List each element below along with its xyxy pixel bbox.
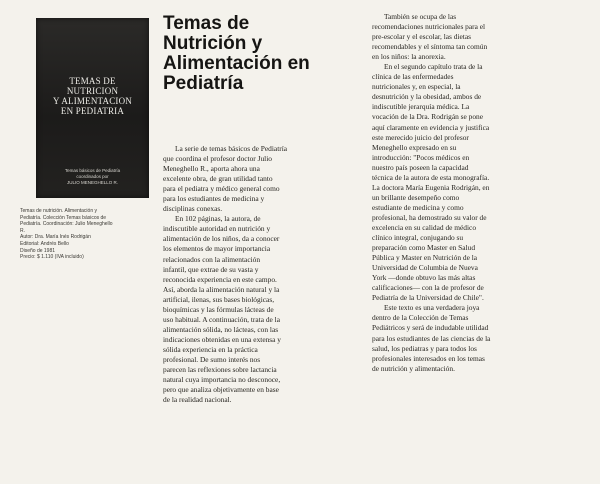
text-line: clínico integral, conjugando su (372, 233, 464, 243)
text-line: La doctora María Eugenia Rodrigán, en (372, 182, 490, 192)
text-line: Pediátricos y será de indudable utilidad (372, 323, 489, 333)
text-line: clínica de las enfermedades (372, 72, 454, 82)
cover-title-line: TEMAS DE (69, 76, 116, 86)
text-line: los elementos de mayor importancia (163, 244, 271, 254)
text-line: nuestro país poseen la capacidad (372, 162, 469, 172)
headline-line: Temas de (163, 13, 250, 34)
caption-line: Diseño de 1981 (20, 247, 56, 254)
cover-title-line: EN PEDIATRIA (60, 106, 125, 116)
text-line: Universidad de Columbia de Nueva (372, 263, 478, 273)
caption-line: Precio: $ 1.110 (IVA incluido) (20, 254, 84, 261)
text-line: salud, los pediatras y para todos los (372, 343, 477, 353)
text-line: en los niños: la anorexia. (372, 52, 446, 62)
text-line: artificial, ilenas, sus bases biológicas, (163, 294, 275, 304)
text-line: introducción: "Pocos médicos en (372, 152, 470, 162)
cover-subtitle-line: JULIO MENEGHELLO R. (66, 180, 118, 185)
text-line: Este texto es una verdadera joya (384, 303, 480, 313)
cover-subtitle-line: coordinados por (76, 174, 109, 179)
text-line: vocación de la Dra. Rodrigán se pone (372, 112, 484, 122)
text-line: pre-escolar y el escolar, las dietas (372, 32, 472, 42)
caption-line: Temas de nutrición. Alimentación y (20, 208, 97, 214)
text-line: Pediatría de la Universidad de Chile". (372, 293, 484, 303)
caption-line: R. (20, 227, 25, 234)
text-line: que coordina el profesor doctor Julio (163, 154, 272, 164)
text-line: para los estudiantes de medicina y (163, 194, 265, 204)
text-line: bioquímicas y las fórmulas lácteas de (163, 304, 274, 314)
text-line: un brillante desempeño como (372, 192, 460, 202)
text-line: para el pediatra y médico general como (163, 184, 280, 194)
text-line: profesional, ha demostrado su valor de (372, 212, 487, 222)
text-line: desnutrición y la obesidad, ambos de (372, 92, 482, 102)
text-line: este merecido juicio del profesor (372, 132, 469, 142)
text-line: profesional. De sumo interés nos (163, 354, 261, 364)
text-line: Así, aborda la alimentación natural y la (163, 284, 280, 294)
text-line: También se ocupa de las (384, 12, 457, 21)
text-line: de nutrición y alimentación. (372, 363, 455, 373)
text-line: sólida experiencia en la práctica (163, 344, 258, 354)
article-headline (163, 14, 323, 94)
text-line: indiscutible jerarquía médica. La (372, 102, 470, 112)
headline-line: Nutrición y (163, 33, 263, 54)
headline-line: Alimentación en (163, 53, 310, 74)
text-line: para los estudiantes de las ciencias de la (372, 333, 491, 343)
text-line: técnica de la autora de esta monografía. (372, 172, 490, 182)
text-line: disciplinas conexas. (163, 204, 223, 214)
caption-line: Editorial: Andrés Bello (20, 240, 69, 247)
book-caption (20, 208, 160, 261)
text-line: dentro de la Colección de Temas (372, 313, 469, 323)
text-line: aquí claramente en evidencia y justifica (372, 122, 490, 132)
text-line: preparación como Master en Salud (372, 243, 476, 253)
text-line: excelencia en su calidad de médico (372, 222, 477, 232)
text-line: uso habitual. A continuación, trata de la (163, 314, 280, 324)
text-line: Meneghello R., aporta ahora una (163, 164, 260, 174)
text-line: Meneghello expresado en su (372, 142, 457, 152)
book-cover-subtitle (42, 168, 143, 186)
text-line: alimentación sólida, no lácteas, con las (163, 324, 279, 334)
book-cover-title (40, 76, 145, 116)
text-line: estudiante de medicina y como (372, 202, 464, 212)
text-line: indiscutible autoridad en nutrición y (163, 224, 271, 234)
caption-line: Pediatría. Coordinación: Julio Meneghello (20, 221, 113, 228)
text-line: excelente obra, de gran utilidad tanto (163, 174, 273, 184)
text-line: indicaciones obtenidas en una extensa y (163, 334, 282, 344)
cover-subtitle-line: Temas básicos de Pediatría (64, 168, 121, 173)
caption-line: Autor: Dra. María Inés Rodrigán (20, 234, 91, 241)
text-line: recomendables y el síntoma tan común (372, 42, 488, 52)
text-line: de la realidad nacional. (163, 395, 232, 405)
text-line: En 102 páginas, la autora, de (175, 214, 261, 224)
text-line: reconocida experiencia en este campo. (163, 274, 277, 284)
text-line: En el segundo capítulo trata de la (384, 62, 483, 72)
cover-title-line: Y ALIMENTACION (53, 96, 132, 106)
book-cover-image (36, 18, 149, 198)
headline-line: Pediatría (163, 73, 244, 94)
text-line: La serie de temas básicos de Pediatría (175, 144, 288, 153)
text-line: nutricionales y, en especial, la (372, 82, 461, 92)
text-line: infantil, que extrae de su vasta y (163, 264, 259, 274)
text-line: natural cuya importancia no desconoce, (163, 375, 281, 385)
text-line: profesionales interesados en los temas (372, 353, 485, 363)
text-line: calificaciones— con la de profesor de (372, 283, 484, 293)
article-column-2 (372, 12, 592, 374)
cover-title-line: NUTRICION (66, 86, 119, 96)
text-line: Pública y Master en Nutrición de la (372, 253, 478, 263)
caption-line: Pediatría. Colección Temas básicos de (20, 214, 107, 221)
text-line: relacionados con la alimentación (163, 254, 261, 264)
text-line: pero que analiza objetivamente en base (163, 385, 279, 395)
text-line: York —donde obtuvo las más altas (372, 273, 476, 283)
text-line: alimentación de los niños, da a conocer (163, 234, 280, 244)
text-line: parecen las reflexiones sobre lactancia (163, 365, 277, 375)
article-column-1 (163, 144, 353, 405)
text-line: recomendaciones nutricionales para el (372, 22, 486, 32)
